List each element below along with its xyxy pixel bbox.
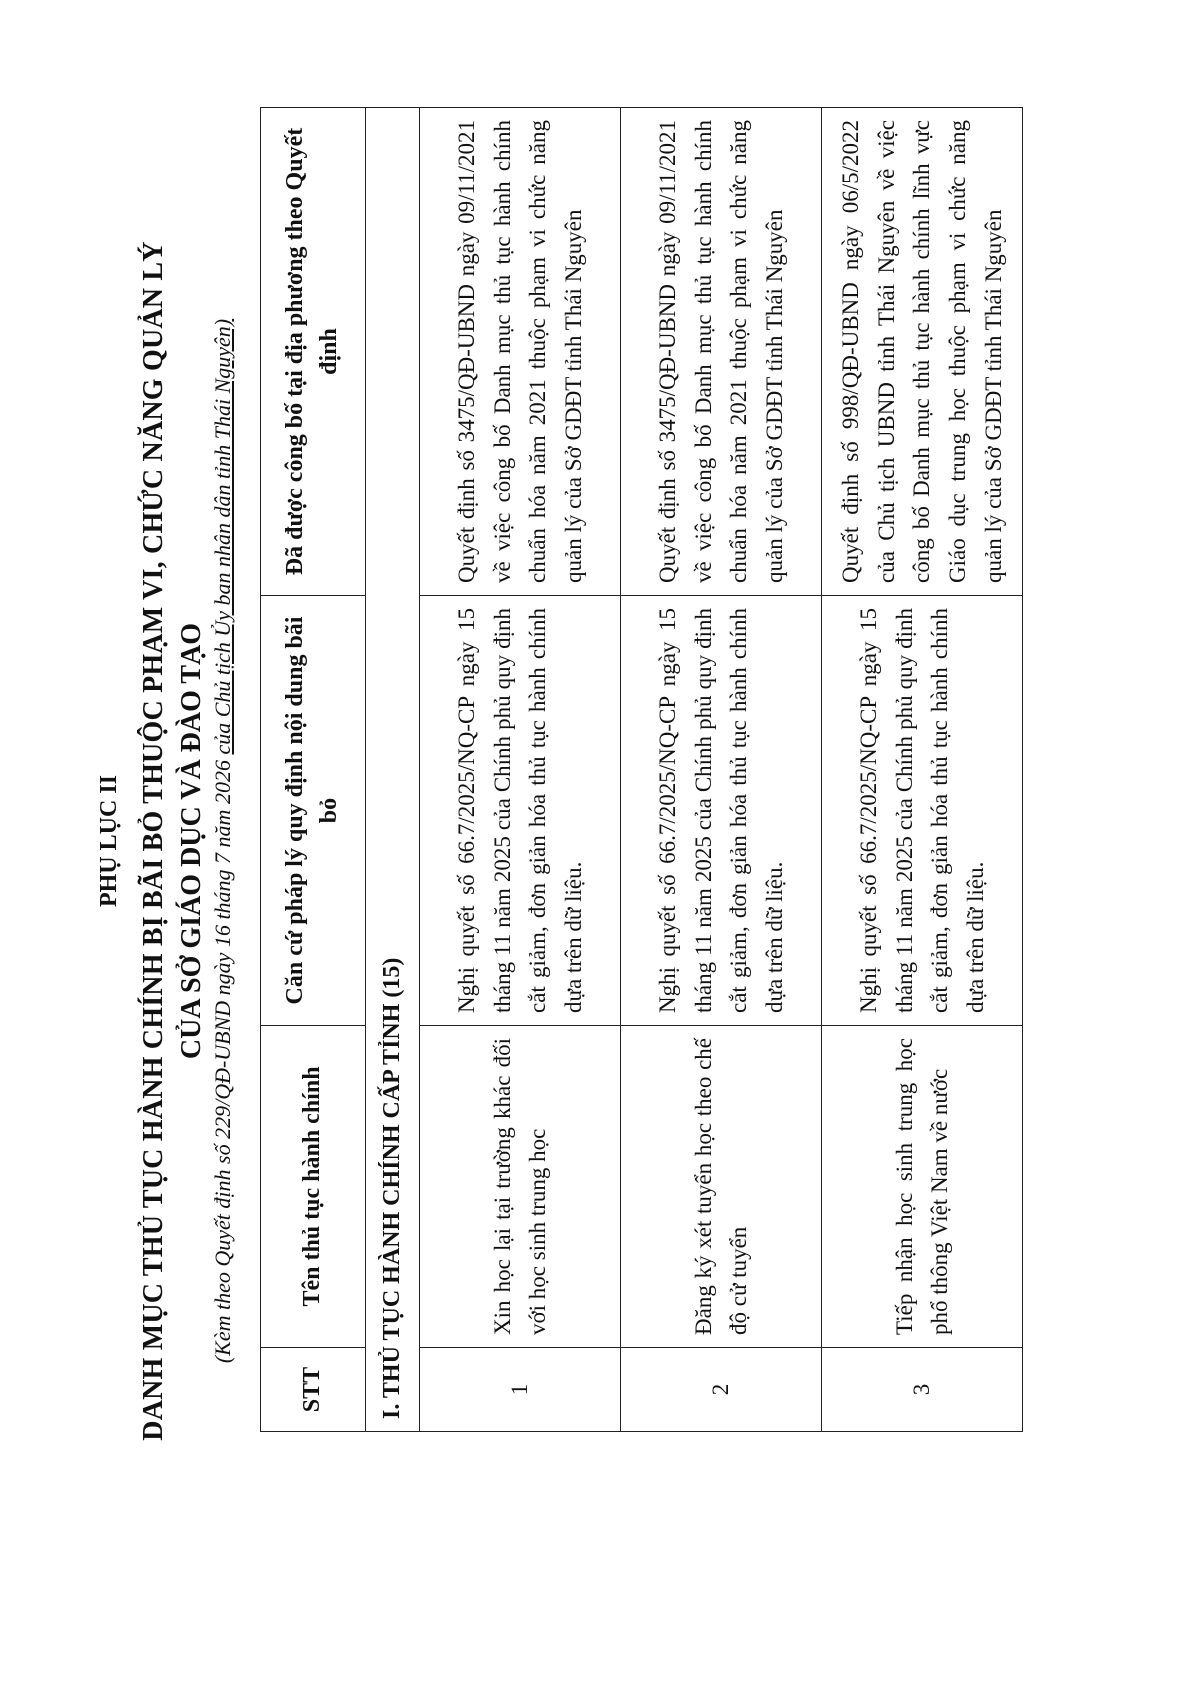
section-row	[366, 108, 420, 1432]
row-published-decision: Quyết định số 3475/QĐ-UBND ngày 09/11/2021 về việc công bố Danh mục thủ tục hành chính chuẩn hóa năm 2021 thuộc phạm vi chức năng quản lý của Sở GDĐT tỉnh Thái Nguyên	[621, 108, 822, 596]
row-procedure-name: Tiếp nhận học sinh trung học phổ thông Việt Nam về nước	[822, 1026, 1023, 1348]
row-legal-basis: Nghị quyết số 66.7/2025/NQ-CP ngày 15 tháng 11 năm 2025 của Chính phủ quy định cắt giảm, đơn giản hóa thủ tục hành chính dựa trên dữ liệu.	[621, 596, 822, 1026]
header-legal-basis: Căn cứ pháp lý quy định nội dung bãi bỏ	[261, 596, 366, 1026]
row-stt: 3	[822, 1348, 1023, 1432]
table-row	[621, 108, 822, 1432]
row-legal-basis: Nghị quyết số 66.7/2025/NQ-CP ngày 15 tháng 11 năm 2025 của Chính phủ quy định cắt giảm, đơn giản hóa thủ tục hành chính dựa trên dữ liệu.	[420, 596, 621, 1026]
table-header-row	[261, 108, 366, 1432]
row-published-decision: Quyết định số 998/QĐ-UBND ngày 06/5/2022 của Chủ tịch UBND tỉnh Thái Nguyên về việc công bố Danh mục thủ tục hành chính lĩnh vực Giáo dục trung học thuộc phạm vi chức năng quản lý của Sở GDĐT tỉnh Thái Nguyên	[822, 108, 1023, 596]
appendix-label: PHỤ LỤC II	[96, 775, 122, 908]
subtitle-text: (Kèm theo Quyết định số 229/QĐ-UBND ngày 16 tháng 7 năm 2026	[210, 754, 235, 1364]
header-published-decision: Đã được công bố tại địa phương theo Quyết định	[261, 108, 366, 596]
header-procedure-name: Tên thủ tục hành chính	[261, 1026, 366, 1348]
table-row	[420, 108, 621, 1432]
row-stt: 1	[420, 1348, 621, 1432]
row-procedure-name: Đăng ký xét tuyển học theo chế độ cử tuyển	[621, 1026, 822, 1348]
row-stt: 2	[621, 1348, 822, 1432]
document-title-line1: DANH MỤC THỦ TỤC HÀNH CHÍNH BỊ BÃI BỎ THUỘC PHẠM VI, CHỨC NĂNG QUẢN LÝ	[138, 241, 169, 1441]
row-published-decision: Quyết định số 3475/QĐ-UBND ngày 09/11/2021 về việc công bố Danh mục thủ tục hành chính chuẩn hóa năm 2021 thuộc phạm vi chức năng quản lý của Sở GDĐT tỉnh Thái Nguyên	[420, 108, 621, 596]
header-stt: STT	[261, 1348, 366, 1432]
table-row	[822, 108, 1023, 1432]
procedure-table	[260, 107, 1023, 1432]
subtitle-underlined-text: của Chủ tịch Ủy ban nhân dân tỉnh Thái Nguyên)	[210, 318, 235, 755]
document-subtitle	[210, 80, 236, 1602]
row-legal-basis: Nghị quyết số 66.7/2025/NQ-CP ngày 15 tháng 11 năm 2025 của Chính phủ quy định cắt giảm, đơn giản hóa thủ tục hành chính dựa trên dữ liệu.	[822, 596, 1023, 1026]
row-procedure-name: Xin học lại tại trường khác đối với học sinh trung học	[420, 1026, 621, 1348]
document-title-line2: CỦA SỞ GIÁO DỤC VÀ ĐÀO TẠO	[176, 622, 207, 1060]
section-title: I. THỦ TỤC HÀNH CHÍNH CẤP TỈNH (15)	[366, 108, 420, 1432]
